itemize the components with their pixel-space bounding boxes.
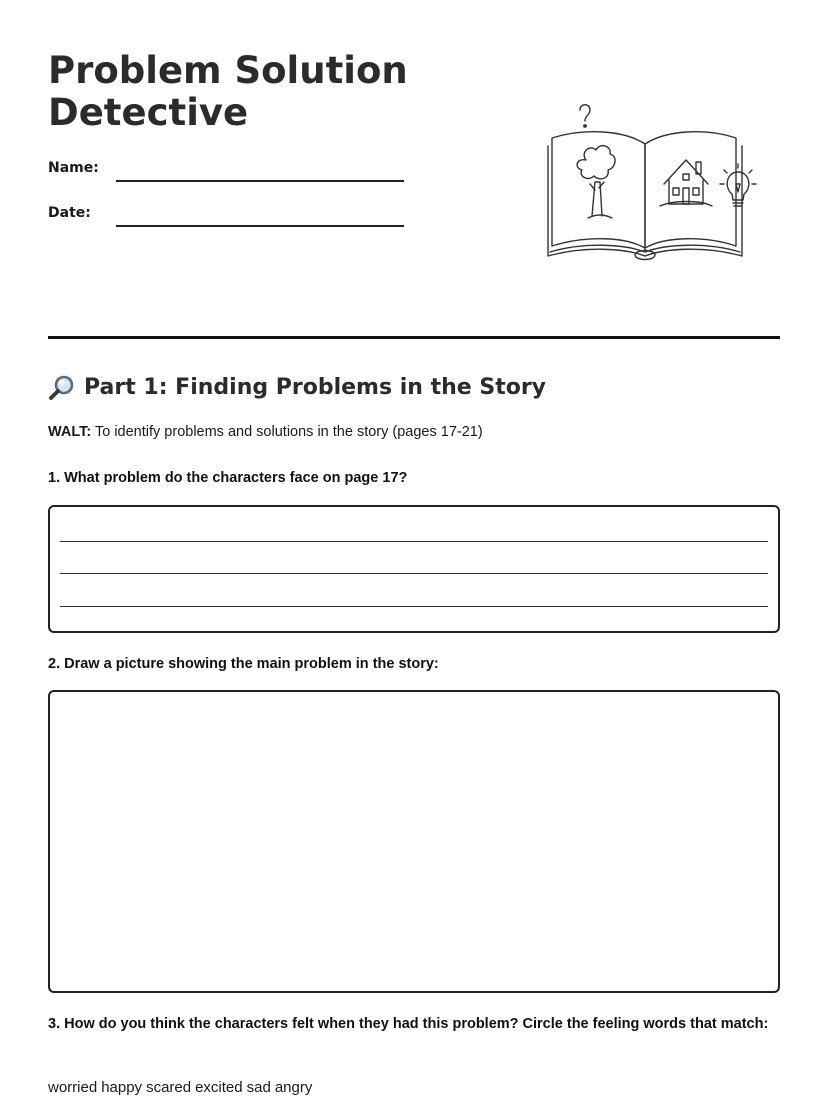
- walt-text: To identify problems and solutions in the story (pages 17-21): [91, 424, 483, 440]
- date-label: Date:: [48, 205, 91, 221]
- question-mark-icon: [580, 105, 590, 127]
- feeling-word-angry[interactable]: angry: [274, 1079, 313, 1096]
- question-3: 3. How do you think the characters felt when they had this problem? Circle the feeling words that match:: [48, 1016, 769, 1032]
- tree-icon: [577, 146, 615, 218]
- walt-statement: [48, 424, 483, 440]
- name-label: Name:: [48, 160, 99, 176]
- name-field[interactable]: [116, 180, 404, 182]
- worksheet-page: [48, 0, 780, 1118]
- answer-line[interactable]: [60, 606, 768, 607]
- house-icon: [660, 160, 712, 206]
- question-1-answer-box[interactable]: [48, 505, 780, 633]
- magnifying-glass-icon: [48, 374, 76, 402]
- walt-label: WALT:: [48, 424, 92, 440]
- book-illustration: [544, 100, 766, 266]
- answer-line[interactable]: [60, 573, 768, 574]
- feeling-word-happy[interactable]: happy: [101, 1079, 143, 1096]
- part1-heading: [48, 372, 546, 404]
- part1-heading-text: Part 1: Finding Problems in the Story: [84, 375, 547, 400]
- worksheet-title: [48, 50, 468, 134]
- question-1: 1. What problem do the characters face on page 17?: [48, 470, 408, 486]
- drawing-box[interactable]: [48, 690, 780, 993]
- date-field[interactable]: [116, 225, 404, 227]
- feeling-word-worried[interactable]: worried: [48, 1079, 98, 1096]
- title-line-2: Detective: [48, 91, 249, 134]
- section-divider: [48, 336, 780, 339]
- question-2: 2. Draw a picture showing the main problem in the story:: [48, 656, 439, 672]
- feeling-words: [48, 1079, 312, 1096]
- feeling-word-sad[interactable]: sad: [246, 1079, 271, 1096]
- title-line-1: Problem Solution: [48, 49, 408, 92]
- feeling-word-excited[interactable]: excited: [195, 1079, 243, 1096]
- feeling-word-scared[interactable]: scared: [146, 1079, 192, 1096]
- open-book-icon: [548, 132, 742, 260]
- lightbulb-icon: [720, 164, 756, 206]
- answer-line[interactable]: [60, 541, 768, 542]
